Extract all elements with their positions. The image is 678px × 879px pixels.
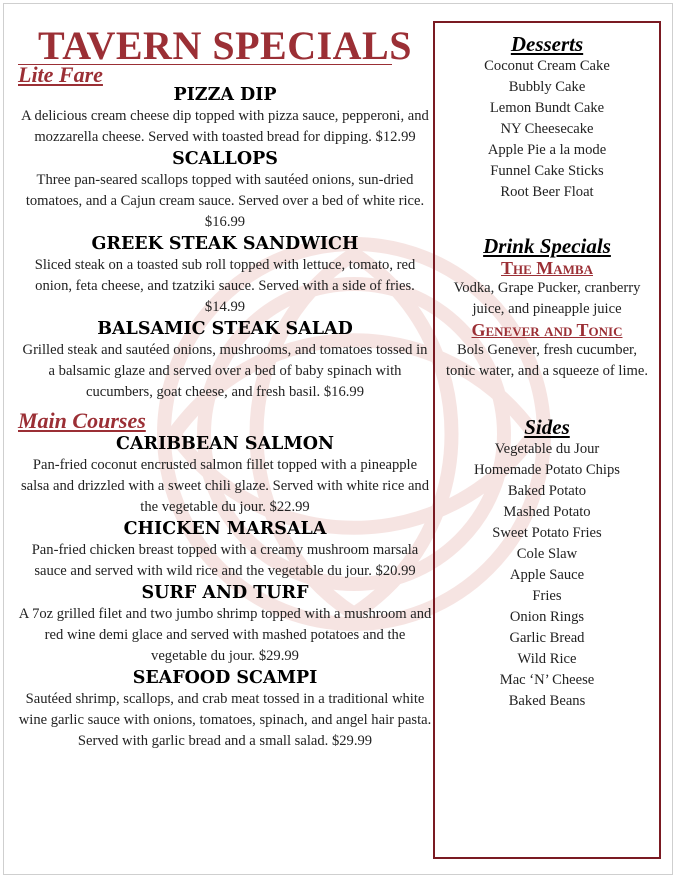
list-item: Bubbly Cake (508, 79, 586, 95)
desserts-heading: Desserts (510, 32, 584, 56)
list-item: Baked Potato (507, 483, 587, 499)
sidebar-box (433, 21, 661, 859)
dish-name: PIZZA DIP (173, 85, 277, 105)
dish-description: Sautéed shrimp, scallops, and crab meat tossed in a traditional white wine garlic sauce with onions, tomatoes, spinach, and angel hair pasta. Served with garlic bread and a small salad. $29.99 (18, 691, 432, 749)
drink-item (435, 320, 659, 382)
list-item: Funnel Cake Sticks (490, 163, 604, 179)
list-item: Vegetable du Jour (494, 441, 600, 457)
lite-fare-section (18, 63, 432, 403)
page-title: TAVERN SPECIALS (38, 23, 412, 68)
dish-description: Sliced steak on a toasted sub roll topped with lettuce, tomato, red onion, feta cheese, and tzatziki sauce. Served with a side of fries. $14.99 (34, 257, 416, 315)
menu-item (18, 233, 432, 318)
dish-description: Grilled steak and sautéed onions, mushrooms, and tomatoes tossed in a balsamic glaze and served over a bed of baby spinach with cucumbers, goat cheese, and fresh basil. $16.99 (22, 342, 428, 400)
list-item: Sweet Potato Fries (492, 525, 602, 541)
dish-name: CHICKEN MARSALA (123, 519, 327, 539)
list-item: Wild Rice (517, 651, 577, 667)
drinks-section (435, 234, 659, 382)
dish-name: SURF AND TURF (141, 583, 309, 603)
dish-description: Three pan-seared scallops topped with sautéed onions, sun-dried tomatoes, and a Cajun cream sauce. Served over a bed of white rice. $16.99 (25, 172, 425, 230)
dish-description: Pan-fried coconut encrusted salmon fillet topped with a pineapple salsa and drizzled with a sweet chili glaze. Served with white rice and the vegetable du jour. $22.99 (20, 457, 430, 515)
list-item: Fries (532, 588, 562, 604)
main-courses-section (18, 409, 432, 752)
dish-name: SEAFOOD SCAMPI (132, 668, 318, 688)
menu-item (18, 667, 432, 752)
menu-item (18, 318, 432, 403)
dish-name: GREEK STEAK SANDWICH (91, 234, 359, 254)
dish-name: BALSAMIC STEAK SALAD (97, 319, 353, 339)
menu-item (18, 84, 432, 148)
list-item: Baked Beans (508, 693, 586, 709)
list-item: Apple Pie a la mode (487, 142, 607, 158)
sides-heading: Sides (524, 415, 570, 439)
dish-description: A 7oz grilled filet and two jumbo shrimp topped with a mushroom and red wine demi glace and served with mashed potatoes and the vegetable du jour. $29.99 (18, 606, 432, 664)
menu-item (18, 582, 432, 667)
list-item: Mac ‘N’ Cheese (499, 672, 595, 688)
drinks-heading: Drink Specials (483, 234, 611, 258)
drink-item (435, 258, 659, 320)
section-heading-lite-fare: Lite Fare (18, 62, 103, 87)
dish-name: SCALLOPS (172, 149, 278, 169)
menu-item (18, 433, 432, 518)
drink-name: Genever and Tonic (471, 320, 623, 340)
section-heading-main-courses: Main Courses (18, 408, 146, 433)
list-item: Mashed Potato (503, 504, 591, 520)
list-item: Coconut Cream Cake (484, 58, 610, 74)
list-item: Cole Slaw (516, 546, 578, 562)
list-item: Homemade Potato Chips (474, 462, 620, 478)
desserts-list (435, 56, 659, 203)
menu-page (3, 3, 673, 875)
drink-name: The Mamba (501, 258, 593, 278)
drink-description: Vodka, Grape Pucker, cranberry juice, and pineapple juice (453, 280, 641, 317)
list-item: Lemon Bundt Cake (489, 100, 605, 116)
sides-section (435, 415, 659, 712)
menu-item (18, 518, 432, 582)
dish-description: A delicious cream cheese dip topped with pizza sauce, pepperoni, and mozzarella cheese. Served with toasted bread for dipping. $12.99 (21, 108, 429, 145)
list-item: Root Beer Float (500, 184, 594, 200)
sides-list (435, 439, 659, 712)
menu-item (18, 148, 432, 233)
left-column (18, 24, 432, 752)
dish-description: Pan-fried chicken breast topped with a creamy mushroom marsala sauce and served with wild rice and the vegetable du jour. $20.99 (31, 542, 419, 579)
desserts-section (435, 32, 659, 203)
list-item: Garlic Bread (509, 630, 585, 646)
list-item: NY Cheesecake (500, 121, 594, 137)
dish-name: CARIBBEAN SALMON (116, 434, 334, 454)
drink-description: Bols Genever, fresh cucumber, tonic water, and a squeeze of lime. (445, 342, 649, 379)
list-item: Apple Sauce (509, 567, 585, 583)
list-item: Onion Rings (509, 609, 585, 625)
